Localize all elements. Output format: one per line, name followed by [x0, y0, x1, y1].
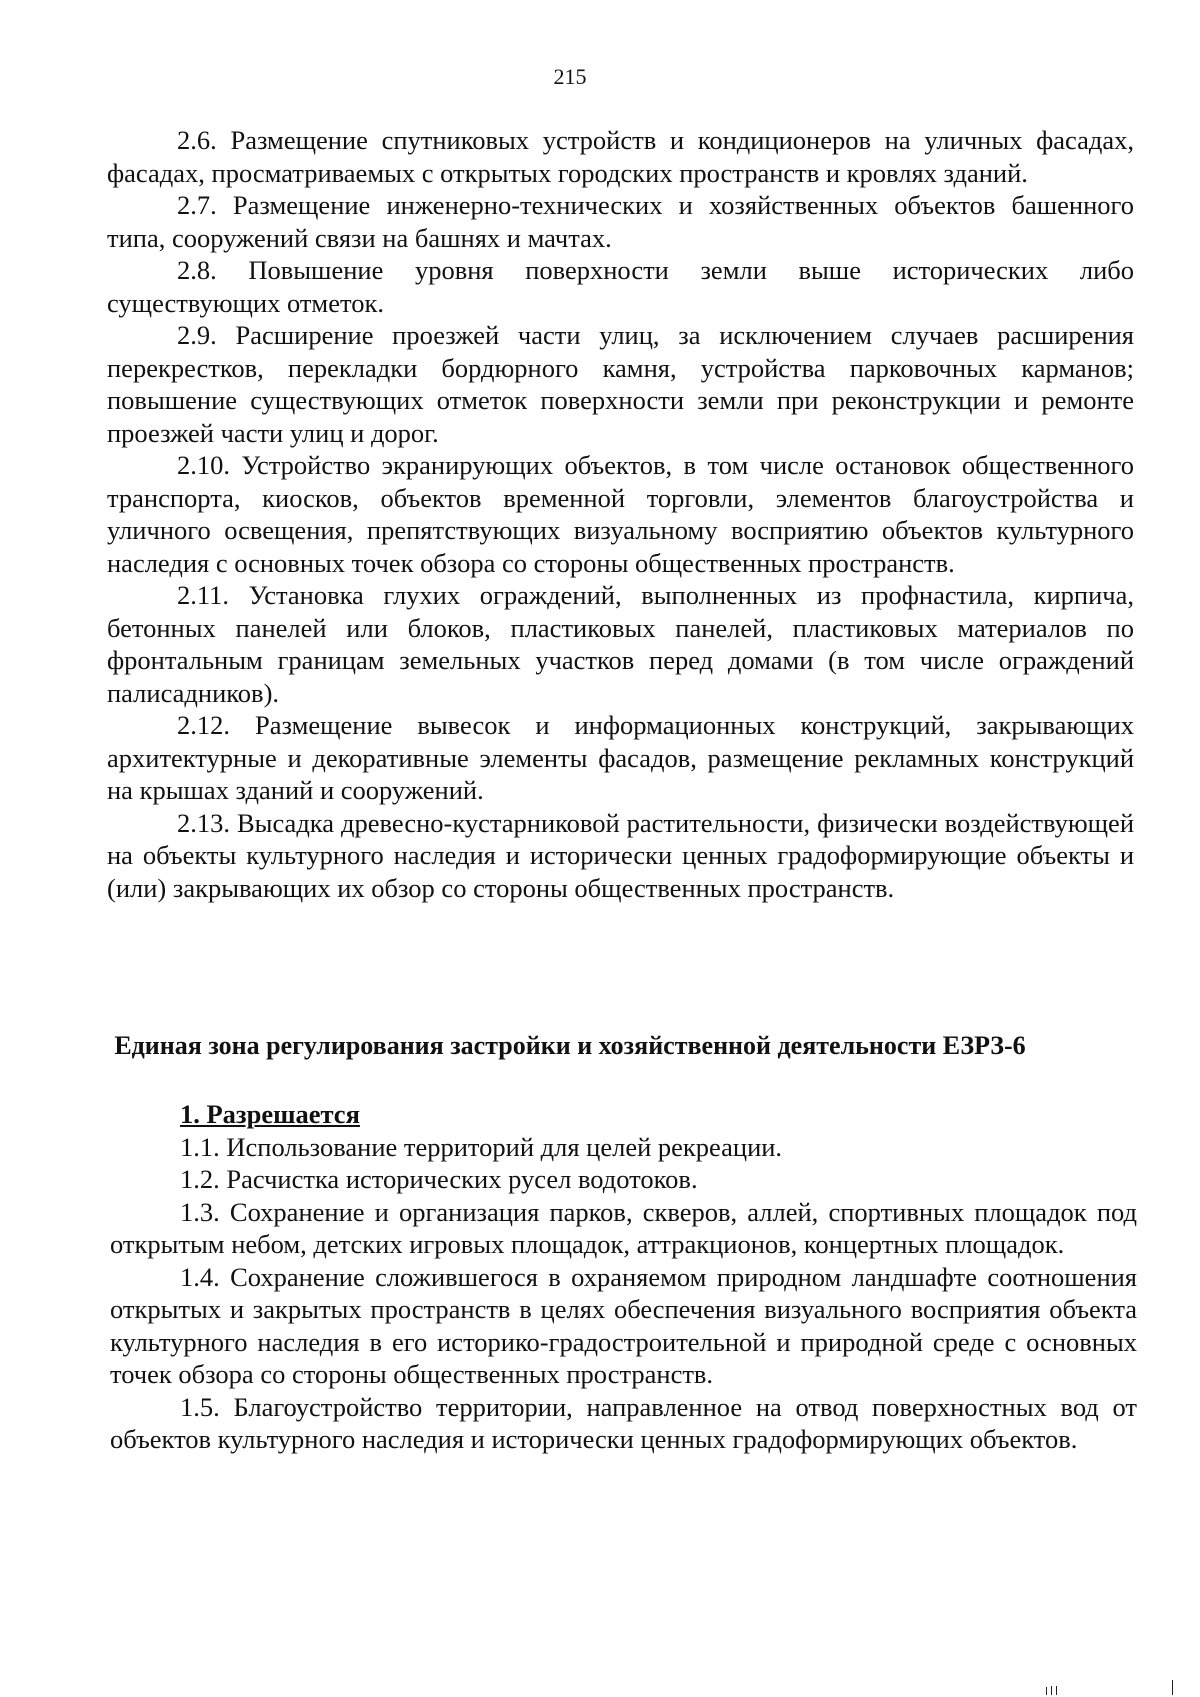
scan-mark [1056, 1686, 1057, 1695]
paragraph-2-13: 2.13. Высадка древесно-кустарниковой растительности, физически воздействующей на объекты культурного наследия и исторически ценных градоформирующие объекты и (или) закрывающих их обзор со стороны общественных пространств. [107, 807, 1134, 903]
paragraph-1-5: 1.5. Благоустройство территории, направленное на отвод поверхностных вод от объектов культурного наследия и исторически ценных градоформирующих объектов. [110, 1391, 1137, 1454]
paragraph-2-10: 2.10. Устройство экранирующих объектов, в том числе остановок общественного транспорта, киосков, объектов временной торговли, элементов благоустройства и уличного освещения, препятствующих визуальному восприятию объектов культурного наследия с основных точек обзора со стороны общественных пространств. [107, 450, 1134, 578]
paragraph-1-2: 1.2. Расчистка исторических русел водотоков. [180, 1164, 698, 1194]
paragraph-2-8: 2.8. Повышение уровня поверхности земли выше исторических либо существующих отметок. [107, 255, 1134, 318]
paragraph-1-1: 1.1. Использование территорий для целей рекреации. [180, 1131, 783, 1162]
section-heading-permitted: 1. Разрешается [180, 1099, 360, 1129]
paragraph-1-3: 1.3. Сохранение и организация парков, скверов, аллей, спортивных площадок под открытым небом, детских игровых площадок, аттракционов, концертных площадок. [110, 1196, 1137, 1259]
scan-mark [1172, 1680, 1173, 1695]
paragraph-2-7: 2.7. Размещение инженерно-технических и хозяйственных объектов башенного типа, сооружений связи на башнях и мачтах. [107, 190, 1134, 253]
permitted-list [110, 1098, 1137, 1456]
page-number: 215 [553, 64, 587, 89]
paragraph-2-11: 2.11. Установка глухих ограждений, выполненных из профнастила, кирпича, бетонных панелей или блоков, пластиковых панелей, пластиковых материалов по фронтальным границам земельных участков перед домами (в том числе ограждений палисадников). [107, 580, 1134, 708]
prohibited-list-continuation [107, 124, 1134, 904]
scan-mark [1051, 1686, 1052, 1695]
zone-heading: Единая зона регулирования застройки и хозяйственной деятельности ЕЗРЗ-6 [114, 1031, 1026, 1060]
paragraph-2-6: 2.6. Размещение спутниковых устройств и кондиционеров на уличных фасадах, фасадах, просматриваемых с открытых городских пространств и кровлях зданий. [107, 125, 1134, 188]
paragraph-1-4: 1.4. Сохранение сложившегося в охраняемом природном ландшафте соотношения открытых и закрытых пространств в целях обеспечения визуального восприятия объекта культурного наследия в его историко-градостроительной и природной среде с основных точек обзора со стороны общественных пространств. [110, 1261, 1137, 1389]
paragraph-2-9: 2.9. Расширение проезжей части улиц, за исключением случаев расширения перекрестков, перекладки бордюрного камня, устройства парковочных карманов; повышение существующих отметок поверхности земли при реконструкции и ремонте проезжей части улиц и дорог. [107, 320, 1134, 448]
scan-mark [1046, 1687, 1047, 1695]
paragraph-2-12: 2.12. Размещение вывесок и информационных конструкций, закрывающих архитектурные и декоративные элементы фасадов, размещение рекламных конструкций на крышах зданий и сооружений. [107, 710, 1134, 805]
